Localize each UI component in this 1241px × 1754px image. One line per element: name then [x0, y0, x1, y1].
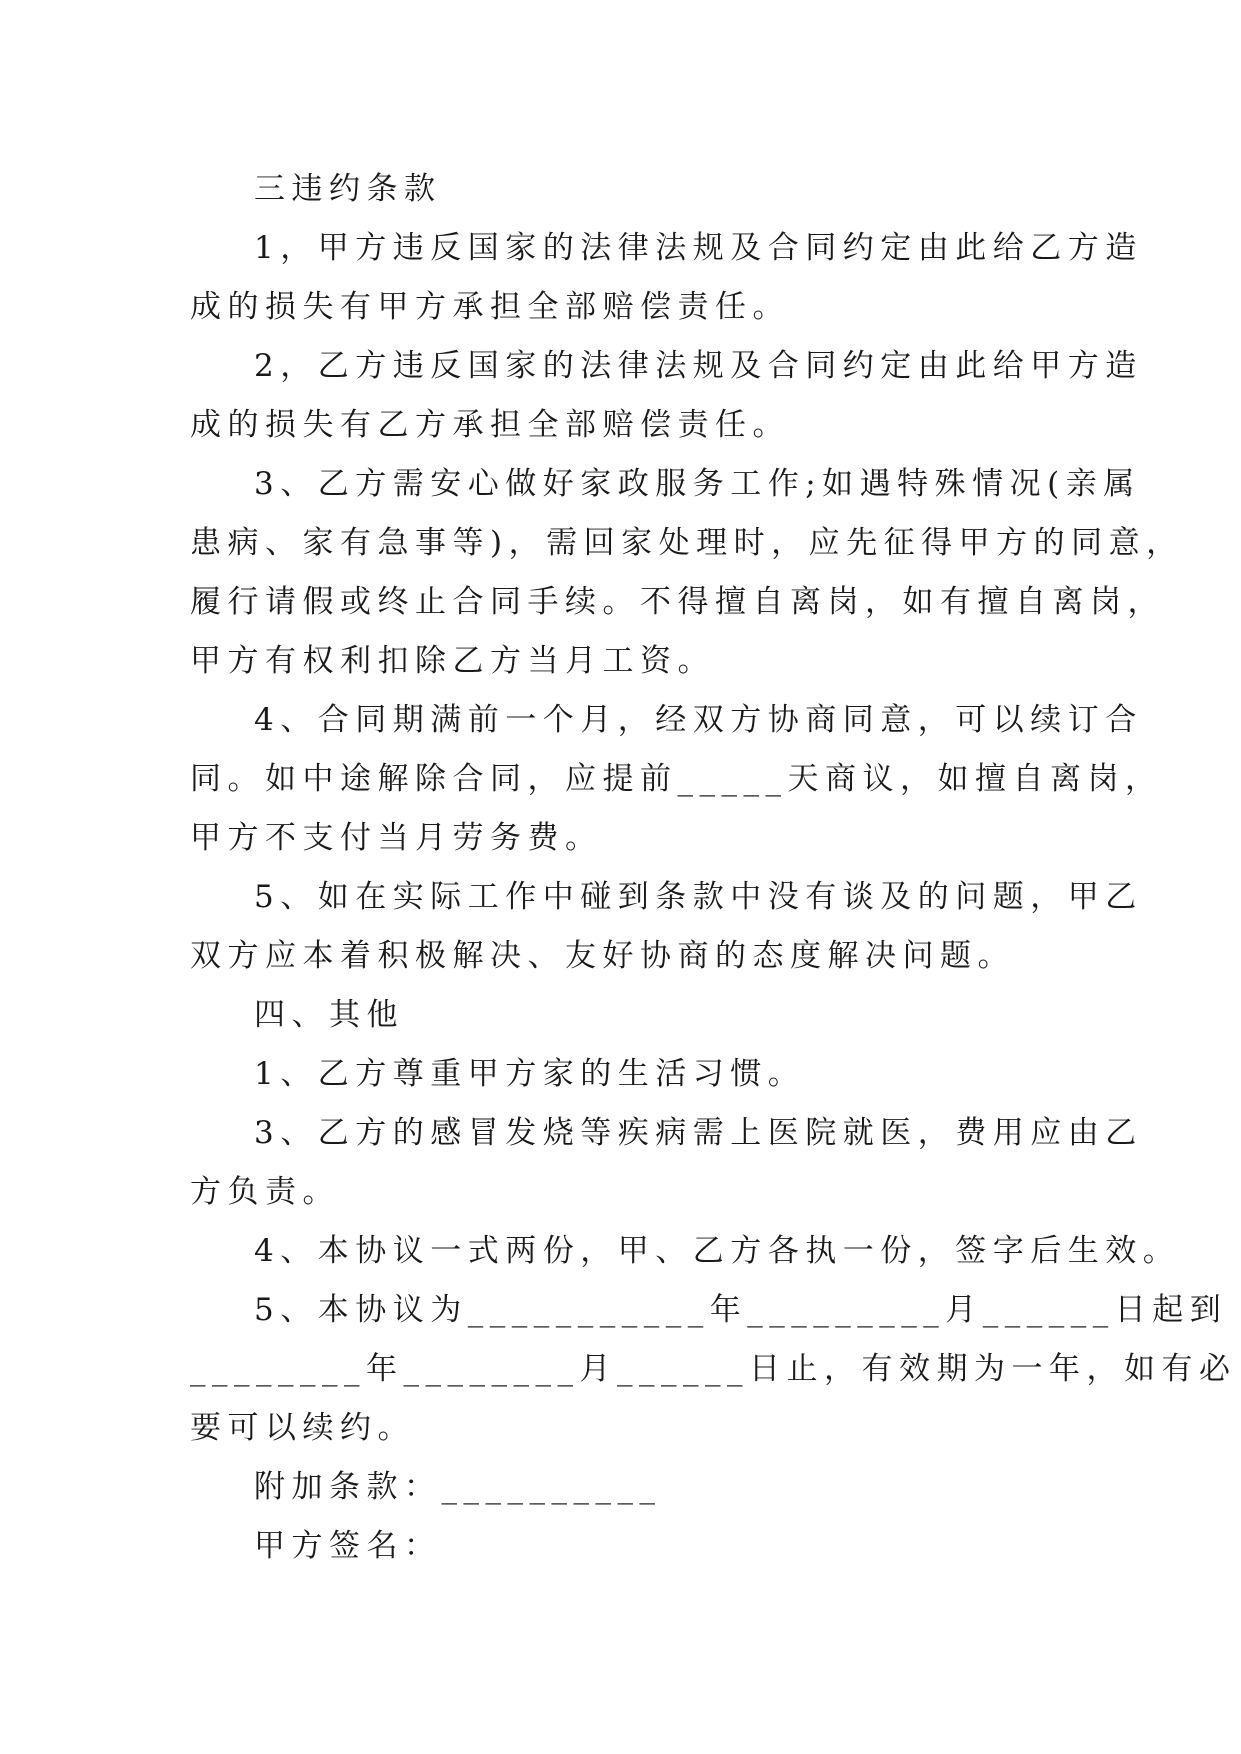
text-line: 双方应本着积极解决、友好协商的态度解决问题。 [190, 938, 1015, 974]
text-line: 甲方有权利扣除乙方当月工资。 [190, 643, 715, 679]
text-line: 四、其他 [254, 997, 404, 1033]
text-line: 4、本协议一式两份，甲、乙方各执一份，签字后生效。 [254, 1233, 1181, 1269]
text-line: 方负责。 [190, 1174, 340, 1210]
text-line: 甲方不支付当月劳务费。 [190, 820, 603, 856]
text-line: 患病、家有急事等)，需回家处理时，应先征得甲方的同意， [190, 525, 1184, 561]
text-line: 4、合同期满前一个月，经双方协商同意，可以续订合 [254, 702, 1143, 738]
text-line: 三违约条款 [254, 171, 442, 207]
text-line: 5、本协议为___________年_________月______日起到 [254, 1292, 1228, 1328]
text-line: 2，乙方违反国家的法律法规及合同约定由此给甲方造 [254, 348, 1143, 384]
text-line: 成的损失有乙方承担全部赔偿责任。 [190, 407, 790, 443]
text-line: 1、乙方尊重甲方家的生活习惯。 [254, 1056, 806, 1092]
text-line: 3、乙方需安心做好家政服务工作;如遇特殊情况(亲属 [254, 466, 1141, 502]
text-line: 成的损失有甲方承担全部赔偿责任。 [190, 289, 790, 325]
text-line: 要可以续约。 [190, 1410, 415, 1446]
text-line: 5、如在实际工作中碰到条款中没有谈及的问题，甲乙 [254, 879, 1143, 915]
text-line: 3、乙方的感冒发烧等疾病需上医院就医，费用应由乙 [254, 1115, 1143, 1151]
text-line: 附加条款：__________ [254, 1469, 662, 1505]
text-line: 同。如中途解除合同，应提前_____天商议，如擅自离岗， [190, 761, 1163, 797]
document-body [190, 160, 1237, 1576]
text-line: 履行请假或终止合同手续。不得擅自离岗，如有擅自离岗， [190, 584, 1165, 620]
text-line: 甲方签名： [254, 1528, 442, 1564]
text-line: ________年________月______日止，有效期为一年，如有必 [190, 1351, 1237, 1387]
text-line: 1，甲方违反国家的法律法规及合同约定由此给乙方造 [254, 230, 1143, 266]
